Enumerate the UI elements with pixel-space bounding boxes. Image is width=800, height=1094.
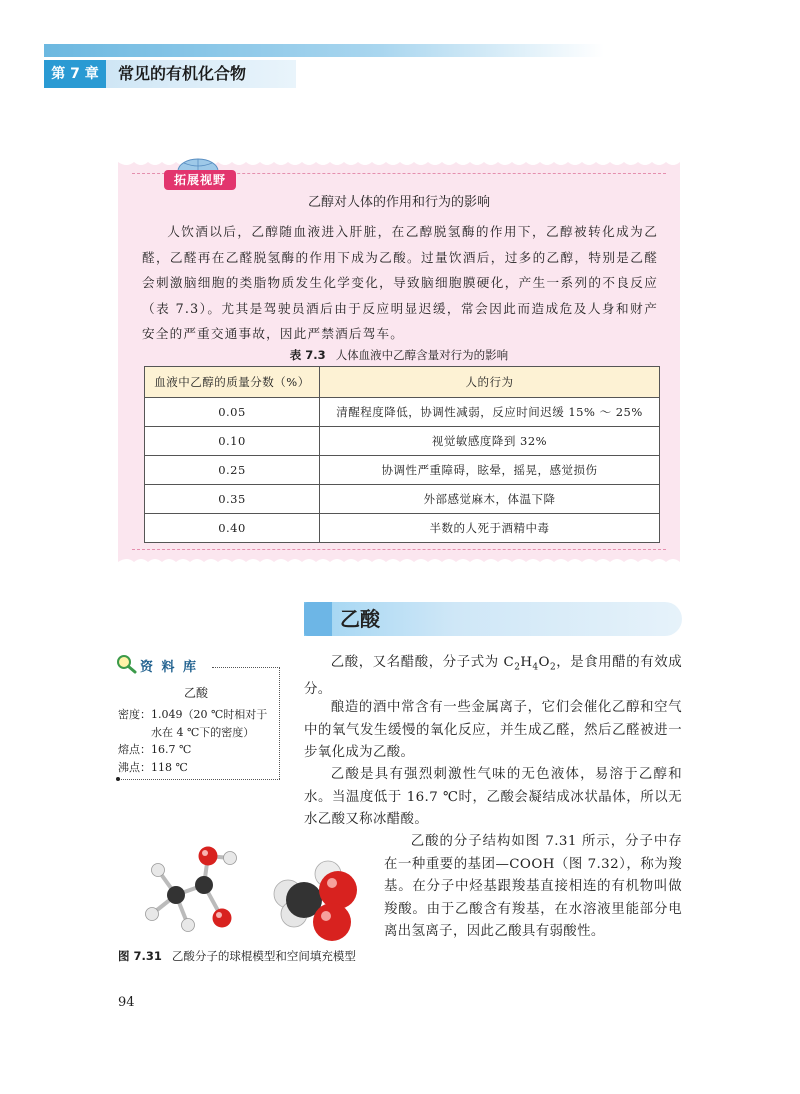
formula-subscript: 2 — [514, 662, 521, 673]
property-density-note: 水在 4 ℃下的密度） — [151, 725, 255, 739]
sidebar-properties — [118, 706, 278, 776]
formula-text: H — [520, 655, 533, 670]
acetic-acid-models-figure — [118, 840, 380, 952]
chapter-title: 常见的有机化合物 — [118, 64, 247, 83]
table-number: 表 7.3 — [289, 348, 326, 362]
bottom-dashed-line — [132, 549, 666, 550]
property-boiling-point: 沸点：118 ℃ — [118, 760, 188, 774]
sidebar-right-border — [279, 667, 280, 779]
sidebar-subtitle: 乙酸 — [183, 686, 208, 700]
table-cell: 0.05 — [145, 398, 320, 427]
table-cell: 视觉敏感度降到 32% — [320, 427, 660, 456]
table-cell: 0.35 — [145, 485, 320, 514]
bottom-wave-edge — [118, 554, 680, 568]
table-caption — [118, 347, 680, 363]
formula-subscript: 4 — [532, 662, 539, 673]
table-cell: 0.10 — [145, 427, 320, 456]
figure-number: 图 7.31 — [118, 949, 162, 963]
table-cell: 0.40 — [145, 514, 320, 543]
table-cell: 协调性严重障碍，眩晕，摇晃，感觉损伤 — [320, 456, 660, 485]
table-row — [145, 514, 660, 543]
formula-text: ，是食用醋的有效成分。 — [304, 655, 682, 698]
body-paragraph-1 — [304, 652, 682, 702]
ball-and-stick-model — [146, 847, 237, 932]
table-row — [145, 427, 660, 456]
table-row — [145, 485, 660, 514]
section-title: 乙酸 — [340, 607, 380, 631]
figure-caption — [118, 948, 356, 964]
formula-subscript: 2 — [549, 662, 557, 673]
body-paragraph-3: 乙酸是具有强烈刺激性气味的无色液体，易溶于乙醇和水。当温度低于 16.7 ℃时，乙酸会凝结成冰状晶体，所以无水乙酸又称冰醋酸。 — [304, 767, 682, 827]
sidebar-corner-dot — [116, 777, 120, 781]
space-filling-model — [274, 861, 357, 941]
table-row — [145, 456, 660, 485]
chapter-number: 第 7 章 — [44, 60, 106, 88]
data-library-sidebar — [116, 650, 280, 785]
sidebar-header: 资 料 库 — [140, 660, 199, 675]
extension-badge-label: 拓展视野 — [164, 170, 236, 190]
table-caption-text: 人体血液中乙醇含量对行为的影响 — [335, 348, 509, 362]
sidebar-top-border — [212, 667, 278, 668]
extension-title: 乙醇对人体的作用和行为的影响 — [307, 195, 490, 210]
table-header-cell: 人的行为 — [320, 367, 660, 398]
property-density: 密度：1.049（20 ℃时相对于 — [118, 708, 268, 721]
extension-box — [118, 157, 680, 567]
formula-text: O — [538, 655, 550, 670]
table-cell: 外部感觉麻木，体温下降 — [320, 485, 660, 514]
table-header-cell: 血液中乙醇的质量分数（%） — [145, 367, 320, 398]
header-stripe — [44, 44, 604, 57]
property-melting-point: 熔点：16.7 ℃ — [118, 743, 192, 756]
extension-paragraph: 人饮酒以后，乙醇随血液进入肝脏，在乙醇脱氢酶的作用下，乙醇被转化成为乙醛，乙醛再在乙醛脱氢酶的作用下成为乙酸。过量饮酒后，过多的乙醇，特别是乙醛会刺激脑细胞的类脂物质发生化学变化，导致脑细胞膜硬化，产生一系列的不良反应（表 7.3）。尤其是驾驶员酒后由于反应明显迟缓，常会因此而造成危及人身和财产安全的严重交通事故，因此严禁酒后驾车。 — [142, 224, 658, 341]
body-paragraph-2: 酿造的酒中常含有一些金属离子，它们会催化乙醇和空气中的氧气发生缓慢的氧化反应，并生成乙醛，然后乙醛被进一步氧化成为乙酸。 — [304, 700, 682, 760]
extension-badge — [160, 161, 236, 189]
table-row — [145, 398, 660, 427]
body-paragraph-4: 乙酸的分子结构如图 7.31 所示，分子中存在一种重要的基团—COOH（图 7.32），称为羧基。在分子中烃基跟羧基直接相连的有机物叫做羧酸。由于乙酸含有羧基，在水溶液里能部分电离出氢离子，因此乙酸具有弱酸性。 — [384, 834, 682, 939]
section-heading-accent — [304, 602, 332, 636]
formula-text: 乙酸，又名醋酸，分子式为 C — [330, 655, 515, 670]
figure-caption-text: 乙酸分子的球棍模型和空间填充模型 — [171, 949, 356, 963]
table-header-row — [145, 367, 660, 398]
page-number: 94 — [118, 995, 135, 1010]
table-cell: 清醒程度降低，协调性减弱，反应时间迟缓 15% ～ 25% — [320, 398, 660, 427]
table-cell: 半数的人死于酒精中毒 — [320, 514, 660, 543]
table-cell: 0.25 — [145, 456, 320, 485]
sidebar-bottom-border — [118, 779, 280, 780]
alcohol-effect-table — [144, 366, 660, 543]
